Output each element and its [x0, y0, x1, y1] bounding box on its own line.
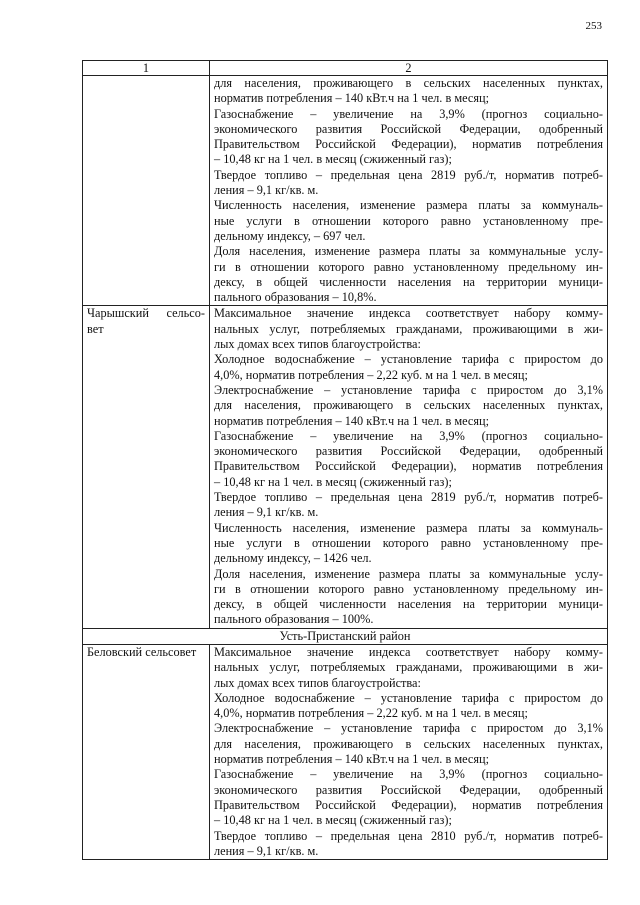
text-line: Численность населения, изменение размера платы за коммуналь- — [214, 198, 603, 213]
page-number: 253 — [585, 20, 602, 32]
text-line: пального образования – 100%. — [214, 612, 374, 627]
municipality-cell — [83, 644, 210, 859]
text-line: Холодное водоснабжение – установление тарифа с приростом до — [214, 352, 603, 367]
text-line: дельному индексу, – 697 чел. — [214, 228, 366, 243]
text-line: нальных услуг, потребляемых гражданами, проживающими в жи- — [214, 321, 603, 336]
text-line: вет — [87, 321, 104, 336]
text-line: – 10,48 кг на 1 чел. в месяц (сжиженный газ); — [214, 474, 452, 489]
text-line: для населения, проживающего в сельских населенных пунктах, — [214, 398, 603, 413]
column-header-2: 2 — [210, 61, 608, 76]
text-line: Электроснабжение – установление тарифа с приростом до 3,1% — [214, 382, 603, 397]
text-line: Доля населения, изменение размера платы за коммунальные услу- — [214, 566, 603, 581]
text-line: 4,0%, норматив потребления – 2,22 куб. м на 1 чел. в месяц; — [214, 367, 528, 382]
description-cell — [210, 644, 608, 859]
text-line: Беловский сельсовет — [87, 644, 197, 659]
region-row — [83, 628, 608, 644]
text-line: пального образования – 10,8%. — [214, 290, 377, 305]
text-line: Максимальное значение индекса соответствует набору комму- — [214, 644, 603, 659]
municipality-cell — [83, 306, 210, 628]
text-line: для населения, проживающего в сельских населенных пунктах, — [214, 736, 603, 751]
text-line: для населения, проживающего в сельских населенных пунктах, — [214, 76, 603, 90]
text-line: норматив потребления – 140 кВт.ч на 1 чел. в месяц; — [214, 752, 489, 767]
text-line: – 10,48 кг на 1 чел. в месяц (сжиженный газ); — [214, 813, 452, 828]
text-line: норматив потребления – 140 кВт.ч на 1 чел. в месяц; — [214, 91, 489, 106]
text-line: лых домах всех типов благоустройства: — [214, 337, 421, 352]
column-header-1: 1 — [83, 61, 210, 76]
text-line: 4,0%, норматив потребления – 2,22 куб. м на 1 чел. в месяц; — [214, 706, 528, 721]
text-line: экономического развития Российской Федерации, одобренный — [214, 782, 603, 797]
text-line: дельному индексу, – 1426 чел. — [214, 551, 372, 566]
tariff-table — [82, 60, 608, 860]
text-line: Чарышский сельсо- — [87, 306, 205, 321]
text-line: Газоснабжение – увеличение на 3,9% (прогноз социально- — [214, 106, 603, 121]
text-line: ги в отношении которого равно установленному предельному ин- — [214, 581, 603, 596]
table-row — [83, 644, 608, 859]
table-header-row — [83, 61, 608, 76]
text-line: Твердое топливо – предельная цена 2819 руб./т, норматив потреб- — [214, 490, 603, 505]
text-line: – 10,48 кг на 1 чел. в месяц (сжиженный газ); — [214, 152, 452, 167]
text-line: ги в отношении которого равно установленному предельному ин- — [214, 259, 603, 274]
text-line: Максимальное значение индекса соответствует набору комму- — [214, 306, 603, 321]
table-row — [83, 76, 608, 306]
text-line: Твердое топливо – предельная цена 2819 руб./т, норматив потреб- — [214, 167, 603, 182]
text-line: ления – 9,1 кг/кв. м. — [214, 183, 319, 198]
text-line: Правительством Российской Федерации), норматив потребления — [214, 459, 603, 474]
text-line: Численность населения, изменение размера платы за коммуналь- — [214, 520, 603, 535]
text-line: ные услуги в отношении которого равно установленному пре- — [214, 535, 603, 550]
text-line: экономического развития Российской Федерации, одобренный — [214, 444, 603, 459]
text-line: Газоснабжение – увеличение на 3,9% (прогноз социально- — [214, 428, 603, 443]
text-line: дексу, в общей численности населения на территории муници- — [214, 274, 603, 289]
text-line: экономического развития Российской Федерации, одобренный — [214, 121, 603, 136]
text-line: Электроснабжение – установление тарифа с приростом до 3,1% — [214, 721, 603, 736]
text-line: Твердое топливо – предельная цена 2810 руб./т, норматив потреб- — [214, 828, 603, 843]
text-line: дексу, в общей численности населения на территории муници- — [214, 597, 603, 612]
text-line: лых домах всех типов благоустройства: — [214, 675, 421, 690]
text-line: Холодное водоснабжение – установление тарифа с приростом до — [214, 690, 603, 705]
text-line: Газоснабжение – увеличение на 3,9% (прогноз социально- — [214, 767, 603, 782]
text-line: Доля населения, изменение размера платы за коммунальные услу- — [214, 244, 603, 259]
text-line: ные услуги в отношении которого равно установленному пре- — [214, 213, 603, 228]
table-row — [83, 306, 608, 628]
region-heading: Усть-Пристанский район — [83, 628, 608, 644]
description-cell — [210, 306, 608, 628]
description-cell — [210, 76, 608, 306]
text-line: ления – 9,1 кг/кв. м. — [214, 843, 319, 858]
text-line: нальных услуг, потребляемых гражданами, проживающими в жи- — [214, 660, 603, 675]
text-line: норматив потребления – 140 кВт.ч на 1 чел. в месяц; — [214, 413, 489, 428]
text-line: Правительством Российской Федерации), норматив потребления — [214, 797, 603, 812]
municipality-cell — [83, 76, 210, 306]
text-line: ления – 9,1 кг/кв. м. — [214, 505, 319, 520]
text-line: Правительством Российской Федерации), норматив потребления — [214, 137, 603, 152]
